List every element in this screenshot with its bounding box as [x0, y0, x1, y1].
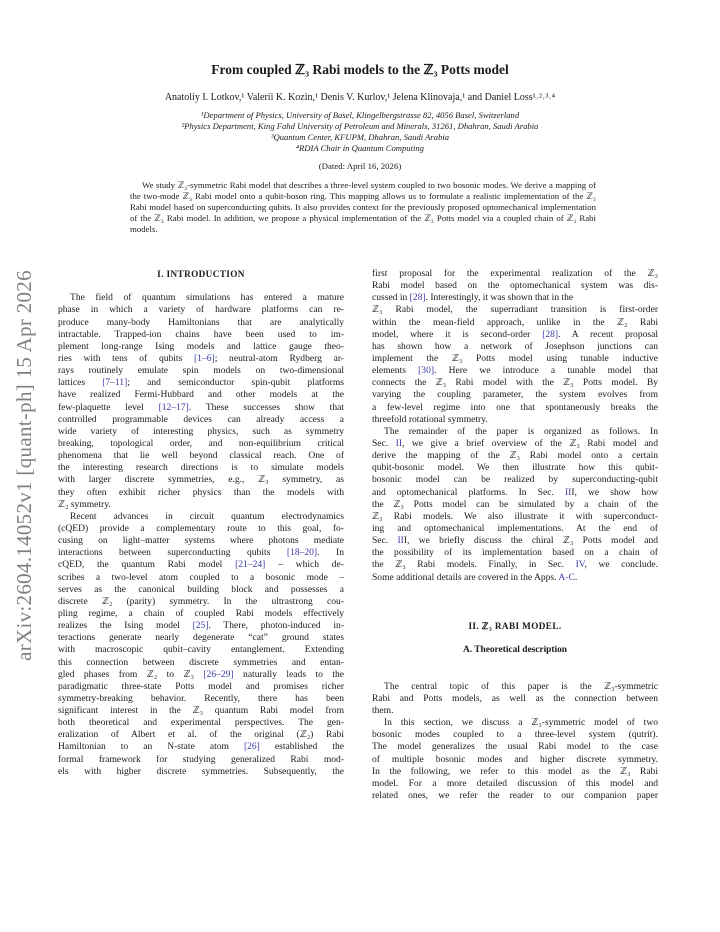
text-line: the ℤ₃ Rabi models. Finally, in Sec. IV, we conclude.: [372, 559, 658, 571]
date-line: (Dated: April 16, 2026): [318, 161, 402, 171]
text-line: within the mean-field approach, unlike in the ℤ₂ Rabi: [372, 316, 658, 328]
section-link[interactable]: II: [395, 437, 403, 449]
spacer: [372, 596, 658, 608]
text-line: The model generalizes the usual Rabi model to the case: [372, 741, 658, 753]
text-line: first proposal for the experimental realization of the ℤ₃: [372, 268, 658, 279]
text-line: Rabi model based on the optomechanical system was dis-: [372, 280, 658, 292]
text-line: ℤ₂ symmetry.: [58, 498, 111, 510]
section-heading: I. INTRODUCTION: [157, 269, 245, 279]
text-line: with larger discrete symmetries, e.g., ℤ₃ symmetry, as: [58, 474, 344, 486]
text-line: discrete ℤ₂ (parity) symmetry. In the ultrastrong cou-: [58, 595, 344, 607]
affiliations: [0, 110, 720, 154]
text-line: of multiple bosonic modes and higher discrete symmetry.: [372, 753, 658, 765]
text-line: els with higher discrete symmetries. Subsequently, the: [58, 765, 344, 777]
text-line: (cQED) provide a complementary route to this goal, fo-: [58, 522, 344, 534]
spacer: [372, 669, 658, 681]
citation-link[interactable]: [12–17]: [158, 401, 189, 413]
citation-link[interactable]: [7–11]: [102, 377, 128, 389]
text-line: cusing on light–matter systems where photons mediate: [58, 535, 344, 547]
text-line: produce many-body Hamiltonians that are analytically: [58, 316, 344, 328]
text-line: connects the ℤ₃ Rabi model with the ℤ₃ Potts model. By: [372, 377, 658, 389]
text-line: Rabi and Potts models, as well as the connection between: [372, 692, 658, 704]
citation-link[interactable]: [1–6]: [194, 352, 215, 364]
text-line: the possibility of its implementation based on a chain of: [372, 547, 658, 559]
text-line: teractions generate nearly degenerate “cat” ground states: [58, 632, 344, 644]
text-line: both theoretical and experimental perspectives. The gen-: [58, 717, 344, 729]
text-line: they often exhibit richer physics than the models with: [58, 486, 344, 498]
text-line: plement long-range Ising models and lattice gauge theo-: [58, 340, 344, 352]
text-line: ries with tens of qubits [1–6]; neutral-atom Rydberg ar-: [58, 352, 344, 364]
text-line: breaking, topological order, and non-equilibrium critical: [58, 437, 344, 449]
text-line: Sec. II, we give a brief overview of the ℤ₃ Rabi model and: [372, 437, 658, 449]
text-line: In this section, we discuss a ℤ₃-symmetric model of two: [384, 717, 658, 729]
text-line: this connection between discrete symmetries and entan-: [58, 656, 344, 668]
text-line: phase in which a variety of hardware platforms can re-: [58, 304, 344, 316]
text-line: significant interest in the ℤ₃ quantum Rabi model from: [58, 705, 344, 717]
text-line: The remainder of the paper is organized as follows. In: [384, 425, 658, 437]
spacer: [372, 584, 658, 596]
affiliation: ⁴RDIA Chair in Quantum Computing: [296, 143, 424, 153]
text-line: ℤ₃ Rabi model, the superradiant transition is first-order: [372, 304, 658, 316]
text-line: pling regime, a chain of coupled Rabi models effectively: [58, 607, 344, 619]
text-line: has shown how a network of Josephson junctions can: [372, 340, 658, 352]
text-line: ing and optomechanical implementations. At the end of: [372, 522, 658, 534]
spacer: [372, 632, 658, 644]
text-line: elements [30]. Here we introduce a tunable model that: [372, 365, 658, 377]
text-line: rays routinely emulate spin models on two-dimensional: [58, 365, 344, 377]
text-line: formal framework for studying generalized Rabi mod-: [58, 753, 344, 765]
text-line: symmetry-breaking behavior. Recently, there has been: [58, 692, 344, 704]
text-line: cQED, the quantum Rabi model [21–24] – which de-: [58, 559, 344, 571]
section-link[interactable]: II: [564, 486, 572, 498]
text-line: bosonic model can be realized by superconducting-qubit: [372, 474, 658, 486]
text-line: scribes a two-level atom coupled to a bosonic mode –: [58, 571, 344, 583]
text-line: lattices [7–11]; and semiconductor spin-qubit platforms: [58, 377, 344, 389]
paper-title: From coupled ℤ₃ Rabi models to the ℤ₃ Potts model: [211, 62, 509, 77]
spacer: [372, 608, 658, 620]
text-line: ℤ₃ Rabi models. We also illustrate it with superconduct-: [372, 510, 658, 522]
citation-link[interactable]: [21–24]: [235, 559, 266, 571]
text-line: serves as the canonical building block and possesses a: [58, 583, 344, 595]
text-line: eralization of Albert et al. of the original (ℤ₂) Rabi: [58, 729, 344, 741]
section-heading: II. ℤ₃ RABI MODEL.: [468, 621, 562, 632]
text-line: interactions between superconducting qubits [18–20]. In: [58, 547, 344, 559]
arxiv-stamp: [4, 250, 44, 680]
text-line: model, where it is second-order [28]. A recent proposal: [372, 328, 658, 340]
text-line: Recent advances in circuit quantum electrodynamics: [70, 510, 344, 522]
citation-link[interactable]: [25]: [192, 620, 209, 632]
text-line: and optomechanical platforms. In Sec. III, we show how: [372, 486, 658, 498]
spacer: [372, 657, 658, 669]
text-line: qubit-bosonic model. We then illustrate how this qubit-: [372, 462, 658, 474]
text-line: bosonic modes coupled to a three-level system (qutrit).: [372, 729, 658, 741]
author-list: Anatoliy I. Lotkov,¹ Valerii K. Kozin,¹ Denis V. Kurlov,¹ Jelena Klinovaja,¹ and Daniel Loss¹˒²˒³˒⁴: [164, 92, 556, 103]
text-line: a few-level regime into one that spontaneously breaks the: [372, 401, 658, 413]
text-line: with macroscopic qubit–cavity entanglement. Extending: [58, 644, 344, 656]
citation-link[interactable]: [26–29]: [203, 668, 234, 680]
text-line: The central topic of this paper is the ℤ₃-symmetric: [384, 680, 658, 692]
abstract: We study ℤ₃-symmetric Rabi model that describes a three-level system coupled to two bosonic modes. We derive a mapping of the two-mode ℤ₃ Rabi model onto a qubit-boson ring. This mapping allows us to formulate a realistic implementation of the ℤ₃ Rabi model based on superconducting qubits. It also provides context for the previously proposed optomechanical implementation of the ℤ₃ Rabi model. In addition, we propose a physical implementation of the ℤ₃ Potts model via a coupled chain of ℤ₃ Rabi models.: [130, 180, 596, 235]
text-line: In the following, we refer to this model as the ℤ₃ Rabi: [372, 765, 658, 777]
text-line: The field of quantum simulations has entered a mature: [70, 292, 344, 304]
text-line: controlled programmable devices can already access a: [58, 413, 344, 425]
citation-link[interactable]: [28]: [542, 328, 559, 340]
text-line: varying the coupling parameter, the system evolves from: [372, 389, 658, 401]
left-column: [58, 268, 344, 778]
affiliation: ²Physics Department, King Fahd University of Petroleum and Minerals, 31261, Dhahran, Saudi Arabia: [181, 121, 539, 131]
text-line: intractable. Trapped-ion chains have been used to im-: [58, 328, 344, 340]
section-link[interactable]: II: [397, 535, 404, 547]
arxiv-id: arXiv:2604.14052v1 [quant-ph] 15 Apr 2026: [11, 269, 36, 661]
text-line: them.: [372, 705, 394, 717]
text-line: phenomena that lie well beyond classical reach. One of: [58, 450, 344, 462]
text-line: realizes the Ising model [25]. There, photon-induced in-: [58, 620, 344, 632]
text-line: Sec. III, we briefly discuss the chiral ℤ₃ Potts model and: [372, 535, 658, 547]
affiliation: ¹Department of Physics, University of Basel, Klingelbergstrasse 82, 4056 Basel, Switzerland: [200, 110, 520, 120]
text-line: paradigmatic three-state Potts model and promises richer: [58, 680, 344, 692]
text-line: the ℤ₃ Potts model can be simulated by a chain of the: [372, 498, 658, 510]
text-line: model. For a more detailed discussion of this model and: [372, 777, 658, 789]
subsection-heading: A. Theoretical description: [462, 645, 568, 656]
text-line: Some additional details are covered in the Apps. A-C.: [372, 571, 578, 583]
right-column: [372, 268, 658, 802]
citation-link[interactable]: A-C: [558, 571, 575, 583]
text-line: wide variety of interesting physics, such as symmetry: [58, 425, 344, 437]
section-link[interactable]: IV: [575, 559, 585, 571]
text-line: derive the mapping of the ℤ₃ Rabi model onto a certain: [372, 450, 658, 462]
text-line: Hamiltonian to an N-state atom [26] established the: [58, 741, 344, 753]
text-line: few-plaquette level [12–17]. These successes show that: [58, 401, 344, 413]
text-line: implement the ℤ₃ Potts model using tunable inductive: [372, 352, 658, 364]
text-line: related ones, we refer the reader to our companion paper: [372, 790, 658, 802]
citation-link[interactable]: [30]: [418, 365, 435, 377]
spacer: [58, 280, 344, 292]
citation-link[interactable]: [26]: [243, 741, 260, 753]
citation-link[interactable]: [28]: [409, 292, 426, 304]
text-line: have realized Fermi-Hubbard and other models at the: [58, 389, 344, 401]
text-line: threefold rotational symmetry.: [372, 413, 488, 425]
text-line: the interesting research directions is to simulate models: [58, 462, 344, 474]
affiliation: ³Quantum Center, KFUPM, Dhahran, Saudi Arabia: [270, 132, 450, 142]
citation-link[interactable]: [18–20]: [286, 547, 318, 559]
text-line: gled phases from ℤ₂ to ℤ₃ [26–29] naturally leads to the: [58, 668, 344, 680]
text-line: cussed in [28]. Interestingly, it was shown that in the: [372, 292, 574, 304]
